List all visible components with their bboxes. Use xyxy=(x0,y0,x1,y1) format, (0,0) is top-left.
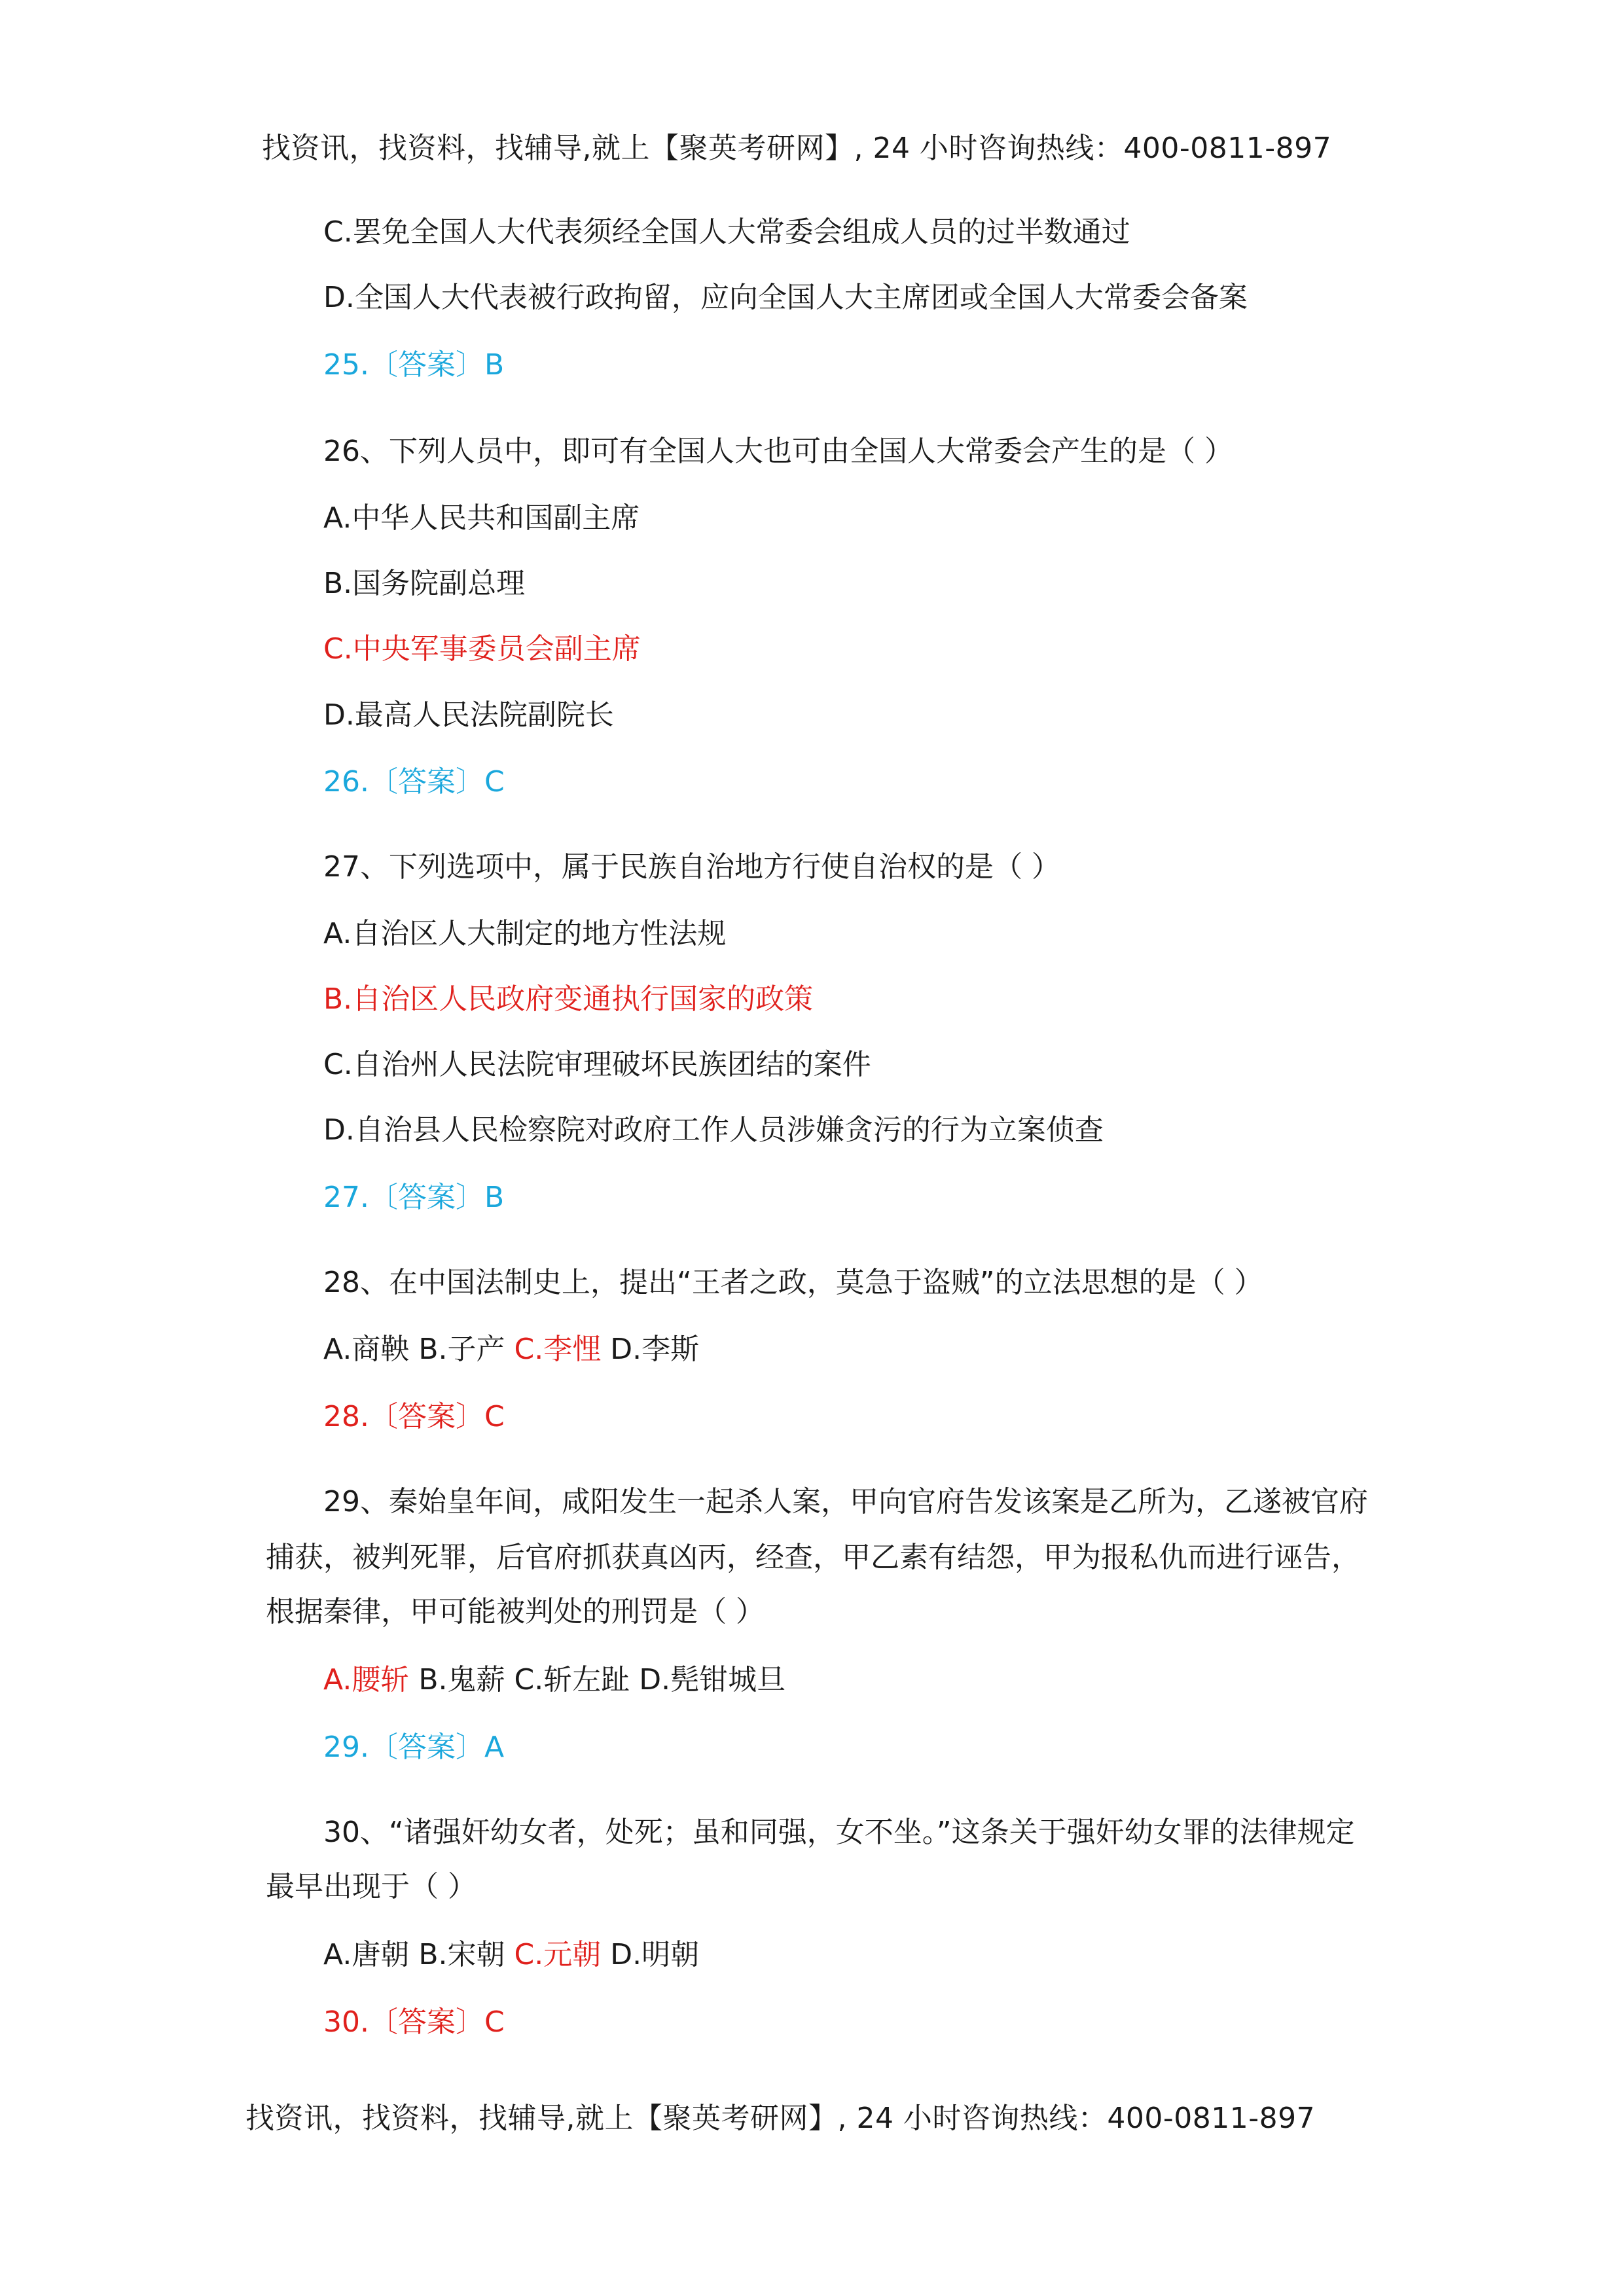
q29-stem-line2: 捕获，被判死罪，后官府抓获真凶丙，经查，甲乙素有结怨，甲为报私仇而进行诬告， xyxy=(266,1541,1360,1574)
q30-option-d: D.明朝 xyxy=(610,1938,700,1971)
q27-stem: 27、下列选项中，属于民族自治地方行使自治权的是（ ） xyxy=(323,850,1060,884)
q30-option-c: C.元朝 xyxy=(514,1938,602,1971)
q26-option-b: B.国务院副总理 xyxy=(323,567,526,600)
q30-stem-line2: 最早出现于（ ） xyxy=(266,1870,477,1903)
q27-option-b: B.自治区人民政府变通执行国家的政策 xyxy=(323,982,814,1016)
q25-option-d: D.全国人大代表被行政拘留，应向全国人大主席团或全国人大常委会备案 xyxy=(323,281,1248,314)
q29-stem-line1: 29、秦始皇年间，咸阳发生一起杀人案，甲向官府告发该案是乙所为，乙遂被官府 xyxy=(323,1485,1368,1518)
q26-option-a: A.中华人民共和国副主席 xyxy=(323,501,640,535)
q30-answer: 30.〔答案〕C xyxy=(323,2005,505,2039)
page-header: 找资讯，找资料，找辅导,就上【聚英考研网】, 24 小时咨询热线：400-0811-897 xyxy=(262,132,1332,165)
q27-option-a: A.自治区人大制定的地方性法规 xyxy=(323,917,727,950)
q25-answer: 25.〔答案〕B xyxy=(323,348,505,382)
q30-options xyxy=(323,1935,699,1975)
q29-option-c: C.斩左趾 xyxy=(514,1663,630,1696)
q28-options xyxy=(323,1330,699,1369)
q30-stem-line1: 30、“诸强奸幼女者，处死；虽和同强，女不坐。”这条关于强奸幼女罪的法律规定 xyxy=(323,1816,1355,1849)
q29-options xyxy=(323,1660,785,1700)
q26-stem: 26、下列人员中，即可有全国人大也可由全国人大常委会产生的是（ ） xyxy=(323,435,1233,468)
page-footer: 找资讯，找资料，找辅导,就上【聚英考研网】, 24 小时咨询热线：400-0811-897 xyxy=(245,2102,1316,2135)
q28-option-b: B.子产 xyxy=(418,1333,505,1366)
q28-option-c: C.李悝 xyxy=(514,1333,602,1366)
q25-option-c: C.罢免全国人大代表须经全国人大常委会组成人员的过半数通过 xyxy=(323,215,1130,249)
q29-option-b: B.鬼薪 xyxy=(418,1663,505,1696)
q27-answer: 27.〔答案〕B xyxy=(323,1181,505,1214)
q27-option-c: C.自治州人民法院审理破坏民族团结的案件 xyxy=(323,1048,871,1081)
q27-option-d: D.自治县人民检察院对政府工作人员涉嫌贪污的行为立案侦查 xyxy=(323,1113,1104,1147)
q29-answer: 29.〔答案〕A xyxy=(323,1731,505,1764)
q30-option-a: A.唐朝 xyxy=(323,1938,410,1971)
q28-option-a: A.商鞅 xyxy=(323,1333,410,1366)
q29-option-d: D.髡钳城旦 xyxy=(639,1663,786,1696)
q28-answer: 28.〔答案〕C xyxy=(323,1400,505,1433)
q29-stem-line3: 根据秦律，甲可能被判处的刑罚是（ ） xyxy=(266,1595,765,1628)
q26-option-d: D.最高人民法院副院长 xyxy=(323,698,614,732)
q26-option-c: C.中央军事委员会副主席 xyxy=(323,632,641,666)
q28-option-d: D.李斯 xyxy=(610,1333,700,1366)
q30-option-b: B.宋朝 xyxy=(418,1938,505,1971)
q28-stem: 28、在中国法制史上，提出“王者之政，莫急于盗贼”的立法思想的是（ ） xyxy=(323,1266,1263,1299)
q26-answer: 26.〔答案〕C xyxy=(323,765,505,798)
q29-option-a: A.腰斩 xyxy=(323,1663,410,1696)
